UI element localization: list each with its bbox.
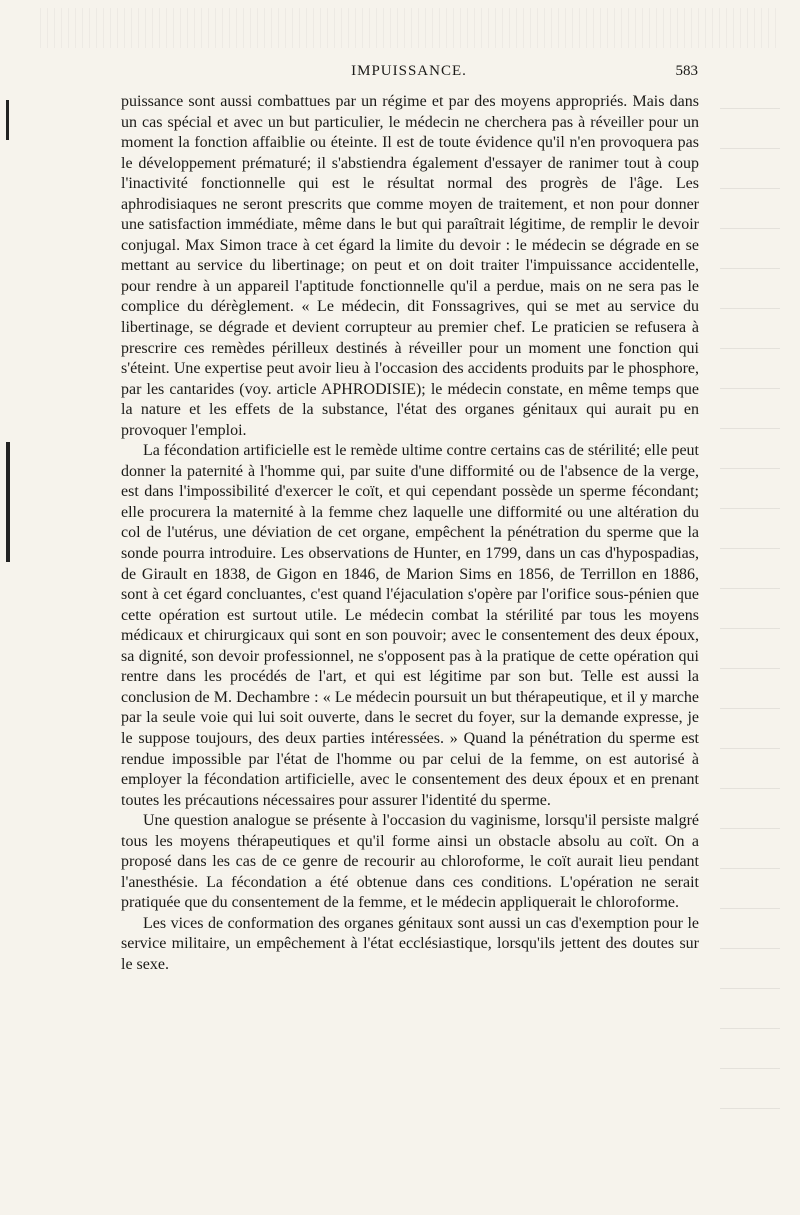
paragraph-continuation: puissance sont aussi combattues par un régime et par des moyens appropriés. Mais dans un cas spécial et avec un but particulier, le médecin ne cherchera pas à réveiller pour un moment la fonction affaiblie ou éteinte. Il est de toute évidence qu'il n'en provoquera pas le développement prématuré; il s'abstiendra également d'essayer de ranimer tout à coup l'inactivité fonctionnelle qui est le résultat normal des progrès de l'âge. Les aphrodisiaques ne seront prescrits que comme moyen de traitement, et non pour donner une satisfaction immédiate, même dans le but qui paraîtrait légitime, de remplir le devoir conjugal. Max Simon trace à cet égard la limite du devoir : le médecin se dégrade en se mettant au service du libertinage; on peut et on doit traiter l'impuissance accidentelle, pour rendre à un appareil l'aptitude fonctionnelle qu'il a perdue, mais on ne sera pas le complice du dérèglement. « Le médecin, dit Fonssagrives, qui se met au service du libertinage, se dégrade et devient corrupteur au premier chef. Le praticien se refusera à prescrire ces remèdes périlleux destinés à réveiller pour un moment une fonction qui s'éteint. Une expertise peut avoir lieu à l'occasion des accidents produits par le phosphore, par les cantarides (voy. article APHRODISIE); le médecin constate, en même temps que la nature et les effets de la substance, l'état des organes génitaux qui aurait pu en provoquer l'emploi. bbox=[121, 93, 699, 439]
scan-mark-left-bar bbox=[6, 442, 10, 562]
body-text bbox=[121, 92, 699, 976]
scan-noise-top bbox=[40, 8, 780, 48]
paragraph-vaginisme: Une question analogue se présente à l'occasion du vaginisme, lorsqu'il persiste malgré tous les moyens thérapeutiques et qu'il forme ainsi un obstacle absolu au coït. On a proposé dans les cas de ce genre de recourir au chloroforme, le coït aurait lieu pendant l'anesthésie. La fécondation a été obtenue dans ces conditions. L'opération ne serait pratiquée que du consentement de la femme, et le médecin appliquerait le chloroforme. bbox=[121, 812, 699, 912]
page-header bbox=[120, 63, 698, 85]
scan-noise-right bbox=[720, 90, 780, 1110]
paragraph-vices-conformation: Les vices de conformation des organes génitaux sont aussi un cas d'exemption pour le service militaire, un empêchement à l'état ecclésiastique, lorsqu'ils jettent des doutes sur le sexe. bbox=[121, 914, 699, 973]
scan-mark-left-top bbox=[6, 100, 9, 140]
paragraph-fecondation: La fécondation artificielle est le remède ultime contre certains cas de stérilité; elle peut donner la paternité à l'homme qui, par suite d'une difformité ou de l'absence de la verge, est dans l'impossibilité d'exercer le coït, et qui cependant possède un sperme fécondant; elle procurera la maternité à la femme chez laquelle une difformité ou une altération du col de l'utérus, une déviation de cet organe, empêchent la pénétration du sperme que la sonde pourra introduire. Les observations de Hunter, en 1799, dans un cas d'hypospadias, de Girault en 1838, de Gigon en 1846, de Marion Sims en 1856, de Terrillon en 1886, sont à cet égard concluantes, c'est quand l'éjaculation s'opère par l'orifice sous-pénien que cette opération est surtout utile. Le médecin combat la stérilité par tous les moyens médicaux et chirurgicaux qui sont en son pouvoir; avec le consentement des deux époux, sa dignité, son devoir professionnel, ne s'opposent pas à la pratique de cette opération qui rentre dans les procédés de l'art, et qui est légitime par son but. Telle est aussi la conclusion de M. Dechambre : « Le médecin poursuit un but thérapeutique, et il y marche par la seule voie qui lui soit ouverte, dans le secret du foyer, sur la demande expresse, je le suppose toujours, des deux parties intéressées. » Quand la pénétration du sperme est rendue impossible par l'état de l'homme ou par celui de la femme, on est autorisé à employer la fécondation artificielle, avec le consentement des deux époux et en prenant toutes les précautions nécessaires pour assurer l'identité du sperme. bbox=[121, 442, 699, 809]
running-head: IMPUISSANCE. bbox=[351, 63, 467, 79]
page-number: 583 bbox=[675, 63, 698, 79]
